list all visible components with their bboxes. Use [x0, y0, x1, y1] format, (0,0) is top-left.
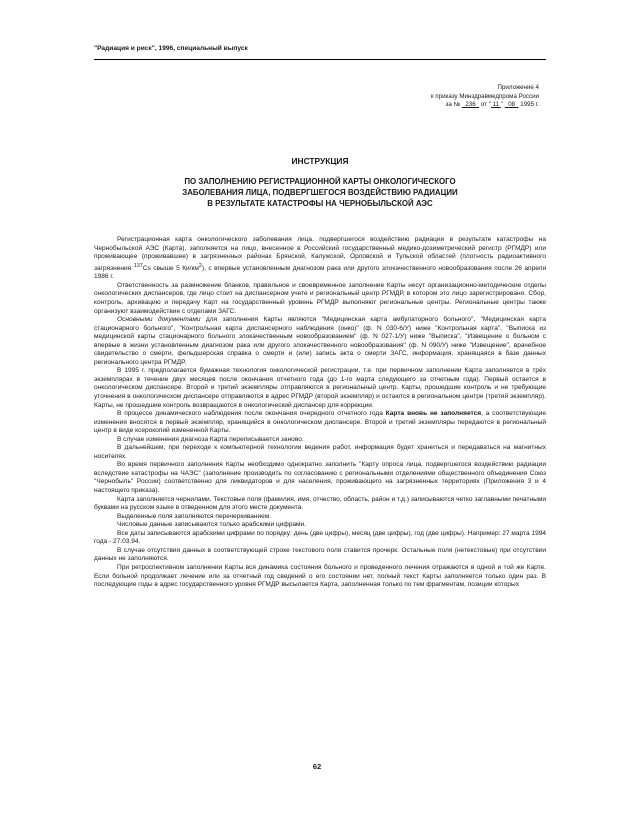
- paragraph-5: В процессе динамического наблюдения после окончания очередного отчетного года Карта вновь не заполняется, а соответствующие изменения вносятся в первый экземпляр, хранящийся в онкологическом диспансере. Второй и третий экземпляры передаются в региональный центр в виде ксерокопий измененной Карты.: [94, 410, 546, 435]
- paragraph-13: В случае отсутствия данных в соответствующей строке текстового поля ставится прочерк. Остальные поля (нетекстовые) при отсутствии данных не заполняются.: [94, 546, 546, 563]
- paragraph-11: Числовые данные записываются только арабскими цифрами.: [117, 521, 307, 529]
- document-title: ИНСТРУКЦИЯ: [291, 156, 349, 166]
- appendix-from: от ": [480, 101, 491, 109]
- appendix-block: [431, 84, 539, 110]
- journal-header: "Радиация и риск", 1996, специальный выпуск: [94, 45, 248, 52]
- appendix-prefix: за №: [445, 101, 461, 109]
- appendix-line-1: Приложение 4: [497, 84, 539, 91]
- paragraph-10: Выделенные поля заполняются перечеркиванием.: [117, 512, 272, 520]
- paragraph-12: Все даты записываются арабскими цифрами по порядку: день (две цифры), месяц (две цифры), год (две цифры). Например: 27 марта 1994 года - 27.03.94.: [94, 529, 546, 546]
- subtitle-line-1: ПО ЗАПОЛНЕНИЮ РЕГИСТРАЦИОННОЙ КАРТЫ ОНКОЛОГИЧЕСКОГО: [184, 177, 456, 186]
- paragraph-6: В случае изменения диагноза Карта переписывается заново.: [117, 435, 304, 443]
- document-subtitle: [130, 176, 510, 209]
- paragraph-1: Регистрационная карта онкологического заболевания лица, подвергшегося воздействию радиации в результате катастрофы на Чернобыльской АЭС (Карта), заполняется на лицо, внесенное в Российский государственный медико-дозиметрический регистр (РГМДР) или проживающее (проживавшее) в загрязненных районах Брянской, Калужской, Орловской и Тульской областей (плотность радиоактивного загрязнения $^{137}$Cs свыше 5 $Ки/км^2$), с впервые установленным диагнозом рака или другого злокачественного новообразования после 26 апреля 1986 г.: [94, 236, 546, 281]
- paragraph-2: Ответственность за размножение бланков, правильное и своевременное заполнение Карты несут организационно-методические отделы онкологических диспансеров, где лицо стоит на диспансерном учете и региональный центр РГМДР, в котором это лицо зарегистрировано. Сбор, контроль, архивацию и передачу Карт на государственный уровень РГМДР выполняют региональные центры. Региональные центры также организуют взаимодействие с отделами ЗАГС.: [94, 281, 546, 315]
- header-divider: [94, 59, 546, 60]
- paragraph-9: Карта заполняется чернилами. Текстовые поля (фамилия, имя, отчество, область, район и т.д.) записываются четко заглавными печатными буквами на русском языке в отведенном для этого месте документа.: [94, 495, 546, 512]
- appendix-line-2: к приказу Минздравмедпрома России: [430, 92, 539, 100]
- appendix-day: 11: [492, 101, 500, 109]
- page-number: 62: [312, 762, 322, 771]
- appendix-year: 1995 г.: [520, 101, 539, 109]
- appendix-month: 08: [508, 101, 516, 109]
- paragraph-4: В 1995 г. предполагается бумажная технология онкологической регистрации, т.е. при первичном заполнении Карта заполняется в трёх экземплярах в течение двух месяцев после окончания отчетного года (до 1-го марта следующего за отчетным года). Первый остается в онкологическом диспансере. Второй и третий экземпляры отправляются в региональный центр. Карты, прошедшие контроль и не требующие уточнения в онкологическом диспансере отправляются в адрес РГМДР (второй экземпляр) и остаются в региональном центре (третий экземпляр). Карты, не прошедшие контроль возвращаются в онкологический диспансер для коррекции.: [94, 367, 546, 409]
- appendix-quote-close: ": [500, 101, 504, 109]
- paragraph-8: Во время первичного заполнения Карты необходимо однократно заполнить "Карту опроса лица, подвергшегося воздействию радиации вследствие катастрофы на ЧАЭС" (заполнение производить по согласованию с региональными отделениями общественного объединения Союз "Чернобыль" России) соответственно для ликвидаторов и для населения, проживающего на загрязненных территориях (Приложения 3 и 4 настоящего приказа).: [94, 461, 546, 495]
- appendix-line-3: [431, 101, 539, 110]
- paragraph-3: Основными документами для заполнения Карты являются "Медицинская карта амбулаторного больного", "Медицинская карта стационарного больного", "Контрольная карта диспансерного наблюдения (онко)" (ф. N 030-6/У) ниже "Контрольная карта", "Выписка из медицинской карты стационарного больного злокачественным новообразованием" (ф. N 027-1/У) ниже "Выписка", "Извещение о больном с впервые в жизни установленным диагнозом рака или другого злокачественного новообразования" (ф. N 090/У) ниже "Извещение", врачебное свидетельство о смерти, фельдшерская справка о смерти и (или) запись акта о смерти ЗАГС, информация, хранящаяся в базе данных регионального центра РГМДР.: [94, 316, 546, 366]
- subtitle-line-2: ЗАБОЛЕВАНИЯ ЛИЦА, ПОДВЕРГШЕГОСЯ ВОЗДЕЙСТВИЮ РАДИАЦИИ: [182, 188, 458, 197]
- instruction-body: [94, 236, 546, 590]
- subtitle-line-3: В РЕЗУЛЬТАТЕ КАТАСТРОФЫ НА ЧЕРНОБЫЛЬСКОЙ АЭС: [207, 199, 433, 208]
- appendix-number: 236: [465, 101, 476, 109]
- paragraph-14: При ретроспективном заполнении Карты вся динамика состояния больного и проведенного лечения отражаются в одной и той же Карте. Если больной продолжает лечение или за отчетный год сведений о его состоянии нет, полный текст Карты заполняется только один раз. В последующие годы в адрес государственного уровня РГМДР высылается Карта, заполненная только по тем фрагментам, позиции которых: [94, 563, 546, 589]
- paragraph-7: В дальнейшем, при переходе к компьютерной технологии ведения работ, информация будет храниться и передаваться на магнитных носителях.: [94, 444, 546, 460]
